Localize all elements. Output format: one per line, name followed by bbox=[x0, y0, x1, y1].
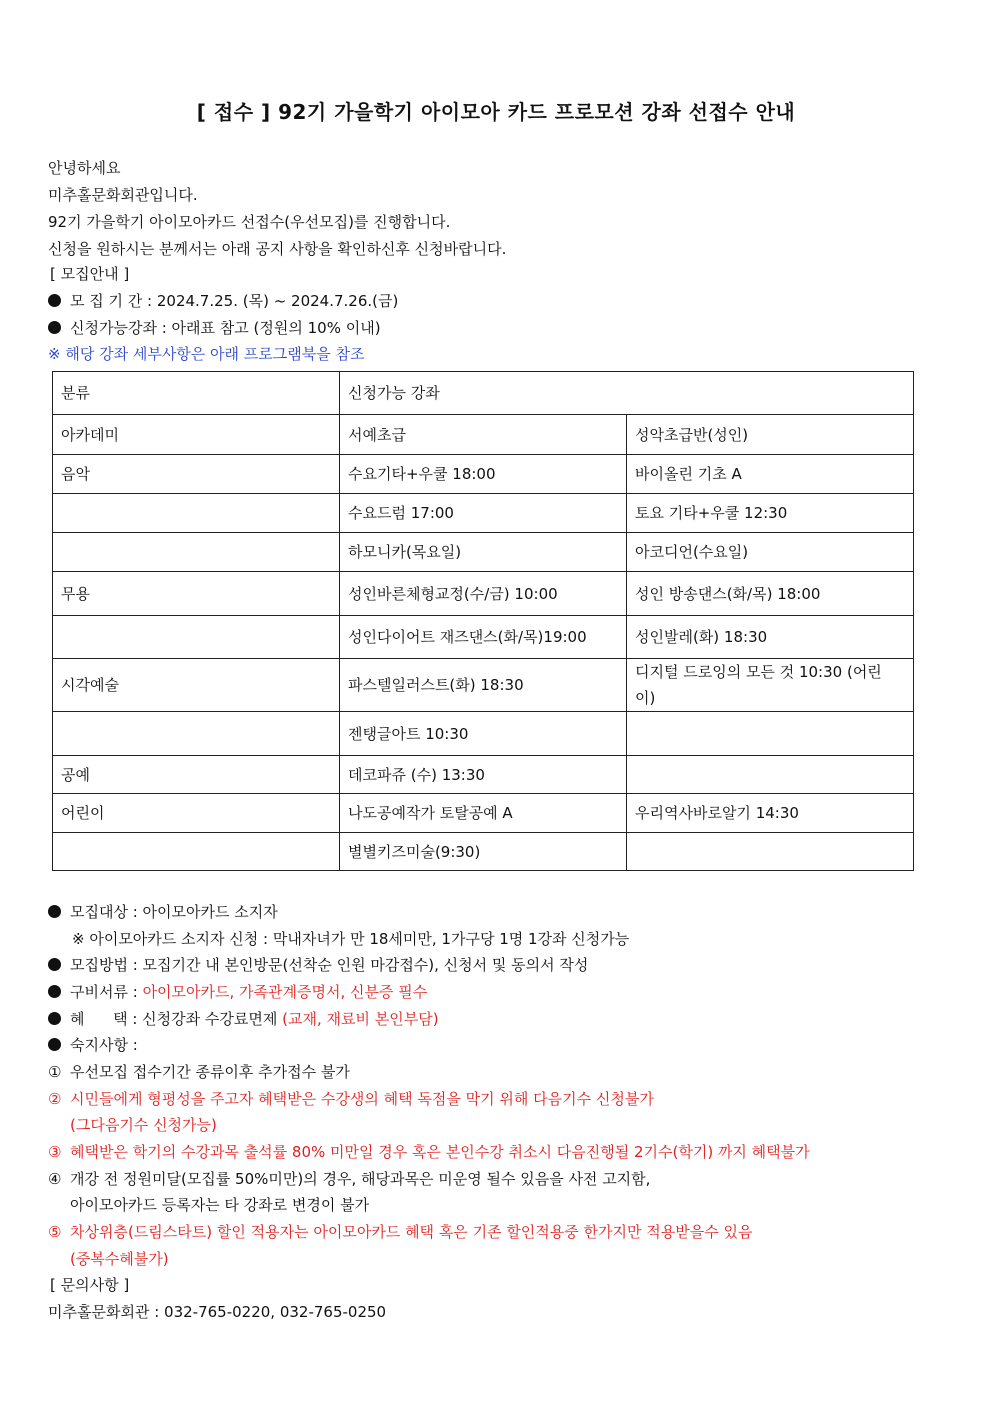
category-cell bbox=[53, 616, 340, 659]
period-item bbox=[48, 291, 398, 311]
course-cell bbox=[627, 712, 914, 756]
method-text: 모집방법 : 모집기간 내 본인방문(선착순 인원 마감접수), 신청서 및 동의서 작성 bbox=[70, 956, 589, 974]
table-row bbox=[53, 533, 914, 572]
course-cell: 서예초급 bbox=[340, 415, 627, 455]
notice-number: ① bbox=[48, 1063, 62, 1081]
course-cell: 아코디언(수요일) bbox=[627, 533, 914, 572]
category-cell: 공예 bbox=[53, 756, 340, 794]
course-cell: 바이올린 기초 A bbox=[627, 455, 914, 494]
bullet-icon bbox=[48, 905, 61, 918]
category-cell: 어린이 bbox=[53, 794, 340, 833]
table-row bbox=[53, 616, 914, 659]
benefit-label: 혜 택 : 신청강좌 수강료면제 bbox=[70, 1010, 283, 1028]
notice-text: 우선모집 접수기간 종류이후 추가접수 불가 bbox=[70, 1063, 350, 1081]
method-item bbox=[48, 955, 588, 975]
notice-1 bbox=[48, 1062, 350, 1082]
contact-heading: [ 문의사항 ] bbox=[50, 1276, 130, 1294]
notice-text: 차상위층(드림스타트) 할인 적용자는 아이모아카드 혜택 혹은 기존 할인적용중 한가지만 적용받을수 있음 bbox=[70, 1223, 753, 1241]
available-item bbox=[48, 318, 381, 338]
category-cell bbox=[53, 533, 340, 572]
period-text: 모 집 기 간 : 2024.7.25. (목) ~ 2024.7.26.(금) bbox=[70, 292, 399, 310]
course-cell: 우리역사바로알기 14:30 bbox=[627, 794, 914, 833]
table-row bbox=[53, 833, 914, 871]
course-cell: 성인바른체형교정(수/금) 10:00 bbox=[340, 572, 627, 616]
docs-value: 아이모아카드, 가족관계증명서, 신분증 필수 bbox=[142, 983, 428, 1001]
notice-number: ④ bbox=[48, 1170, 62, 1188]
available-text: 신청가능강좌 : 아래표 참고 (정원의 10% 이내) bbox=[70, 319, 381, 337]
course-cell: 파스텔일러스트(화) 18:30 bbox=[340, 659, 627, 712]
intro-program: 92기 가을학기 아이모아카드 선접수(우선모집)를 진행합니다. bbox=[48, 213, 451, 231]
docs-label: 구비서류 : bbox=[70, 983, 143, 1001]
intro-instruction: 신청을 원하시는 분께서는 아래 공지 사항을 확인하신후 신청바랍니다. bbox=[48, 240, 507, 258]
bullet-icon bbox=[48, 294, 61, 307]
category-cell bbox=[53, 494, 340, 533]
notice-4-cont: 아이모아카드 등록자는 타 강좌로 변경이 불가 bbox=[70, 1196, 370, 1214]
table-row bbox=[53, 494, 914, 533]
course-cell: 토요 기타+우쿨 12:30 bbox=[627, 494, 914, 533]
intro-org: 미추홀문화회관입니다. bbox=[48, 186, 198, 204]
course-cell: 수요기타+우쿨 18:00 bbox=[340, 455, 627, 494]
table-row bbox=[53, 712, 914, 756]
course-cell: 데코파쥬 (수) 13:30 bbox=[340, 756, 627, 794]
category-cell: 시각예술 bbox=[53, 659, 340, 712]
course-cell: 디지털 드로잉의 모든 것 10:30 (어린이) bbox=[627, 659, 914, 712]
table-row bbox=[53, 455, 914, 494]
table-header-row bbox=[53, 372, 914, 415]
bullet-icon bbox=[48, 985, 61, 998]
course-cell bbox=[627, 833, 914, 871]
programbook-note: ※ 해당 강좌 세부사항은 아래 프로그램북을 참조 bbox=[48, 345, 365, 363]
benefit-item bbox=[48, 1009, 439, 1029]
bullet-icon bbox=[48, 958, 61, 971]
notice-number: ③ bbox=[48, 1143, 62, 1161]
target-text: 모집대상 : 아이모아카드 소지자 bbox=[70, 903, 278, 921]
docs-item bbox=[48, 982, 427, 1002]
notice-item bbox=[48, 1035, 138, 1055]
course-cell: 젠탱글아트 10:30 bbox=[340, 712, 627, 756]
notice-text: 시민들에게 형평성을 주고자 혜택받은 수강생의 혜택 독점을 막기 위해 다음기수 신청불가 bbox=[70, 1090, 654, 1108]
notice-number: ② bbox=[48, 1090, 62, 1108]
bullet-icon bbox=[48, 1038, 61, 1051]
notice-5-cont: (중복수혜불가) bbox=[70, 1250, 169, 1268]
target-item bbox=[48, 902, 278, 922]
header-category: 분류 bbox=[53, 372, 340, 415]
notice-label: 숙지사항 : bbox=[70, 1036, 138, 1054]
table-row bbox=[53, 415, 914, 455]
course-cell: 별별키즈미술(9:30) bbox=[340, 833, 627, 871]
recruit-heading: [ 모집안내 ] bbox=[50, 265, 130, 283]
table-row bbox=[53, 794, 914, 833]
header-courses: 신청가능 강좌 bbox=[340, 372, 914, 415]
category-cell: 음악 bbox=[53, 455, 340, 494]
course-cell: 성인발레(화) 18:30 bbox=[627, 616, 914, 659]
course-cell: 성인다이어트 재즈댄스(화/목)19:00 bbox=[340, 616, 627, 659]
course-cell: 하모니카(목요일) bbox=[340, 533, 627, 572]
course-cell: 성인 방송댄스(화/목) 18:00 bbox=[627, 572, 914, 616]
course-cell bbox=[627, 756, 914, 794]
bullet-icon bbox=[48, 1012, 61, 1025]
category-cell bbox=[53, 712, 340, 756]
notice-number: ⑤ bbox=[48, 1223, 62, 1241]
notice-text: 개강 전 정원미달(모집률 50%미만)의 경우, 해당과목은 미운영 될수 있음을 사전 고지함, bbox=[70, 1170, 651, 1188]
category-cell: 무용 bbox=[53, 572, 340, 616]
course-table bbox=[52, 371, 914, 871]
notice-4 bbox=[48, 1169, 650, 1189]
table-row bbox=[53, 756, 914, 794]
notice-3 bbox=[48, 1142, 810, 1162]
target-note: ※ 아이모아카드 소지자 신청 : 막내자녀가 만 18세미만, 1가구당 1명 1강좌 신청가능 bbox=[72, 930, 630, 948]
course-cell: 성악초급반(성인) bbox=[627, 415, 914, 455]
table-row bbox=[53, 572, 914, 616]
page-title: [ 접수 ] 92기 가을학기 아이모아 카드 프로모션 강좌 선접수 안내 bbox=[196, 100, 796, 124]
notice-2-cont: (그다음기수 신청가능) bbox=[70, 1116, 217, 1134]
benefit-value: (교재, 재료비 본인부담) bbox=[282, 1010, 439, 1028]
intro-greeting: 안녕하세요 bbox=[48, 159, 121, 177]
notice-2 bbox=[48, 1089, 654, 1109]
course-cell: 수요드럼 17:00 bbox=[340, 494, 627, 533]
notice-text: 혜택받은 학기의 수강과목 출석률 80% 미만일 경우 혹은 본인수강 취소시 다음진행될 2기수(학기) 까지 혜택불가 bbox=[70, 1143, 810, 1161]
table-row bbox=[53, 659, 914, 712]
bullet-icon bbox=[48, 321, 61, 334]
notice-5 bbox=[48, 1222, 752, 1242]
category-cell bbox=[53, 833, 340, 871]
category-cell: 아카데미 bbox=[53, 415, 340, 455]
contact-info: 미추홀문화회관 : 032-765-0220, 032-765-0250 bbox=[48, 1303, 387, 1321]
course-cell: 나도공예작가 토탈공예 A bbox=[340, 794, 627, 833]
